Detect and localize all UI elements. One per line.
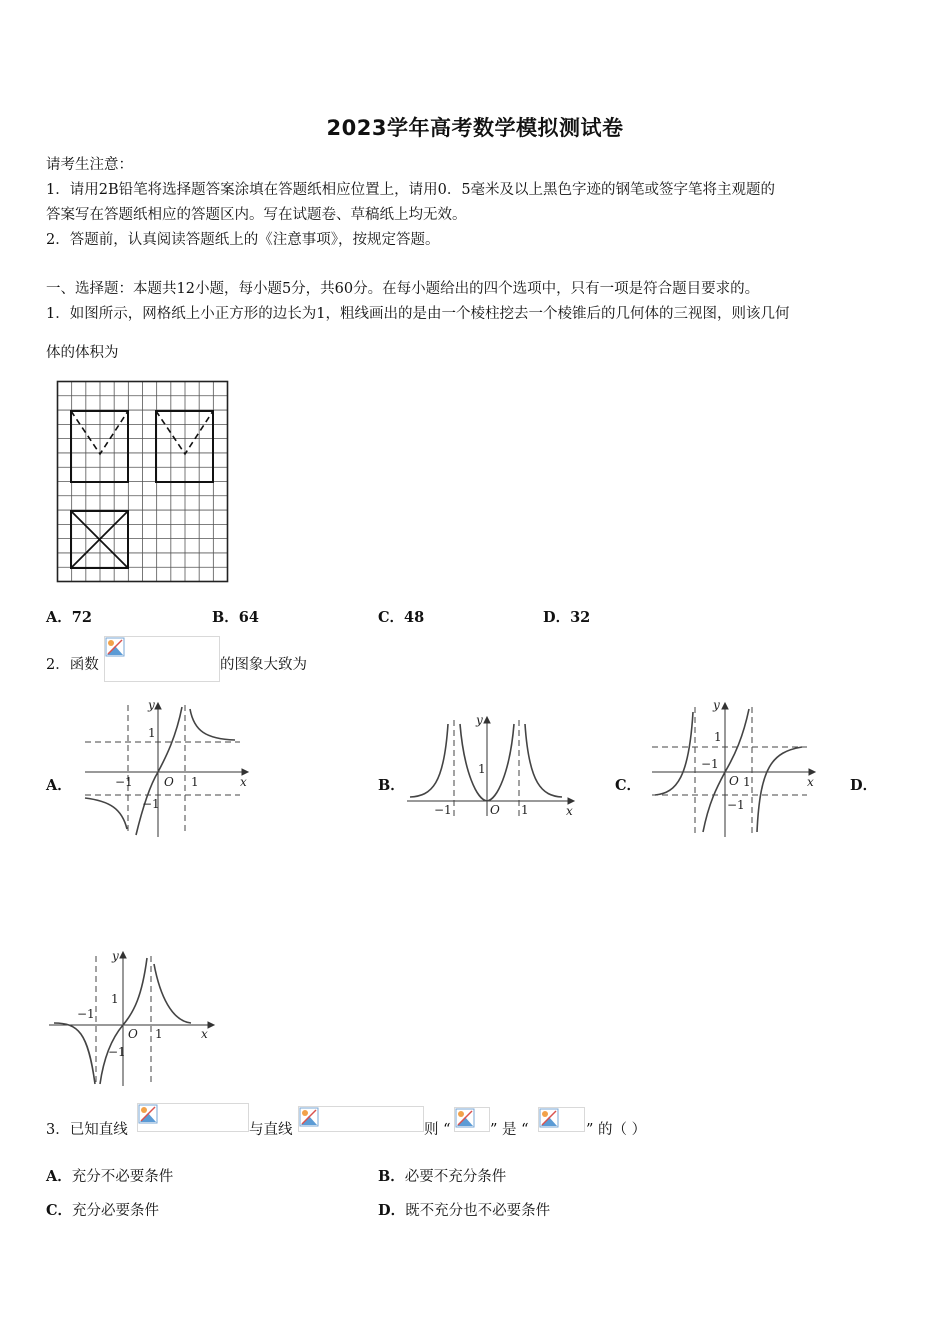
q2-stem-suffix: 的图象大致为 bbox=[220, 657, 307, 673]
page-title: 2023学年高考数学模拟测试卷 bbox=[326, 116, 624, 140]
svg-text:1: 1 bbox=[521, 803, 529, 817]
front-view bbox=[71, 411, 128, 482]
formula-image-placeholder bbox=[137, 1103, 249, 1132]
q3-option-c[interactable]: C．充分必要条件 bbox=[46, 1202, 160, 1219]
graph-c bbox=[647, 697, 822, 842]
q3-stem-prefix: 3．已知直线 bbox=[46, 1122, 128, 1138]
svg-text:−1: −1 bbox=[108, 1045, 126, 1059]
svg-text:O: O bbox=[729, 774, 739, 788]
broken-image-icon bbox=[539, 1108, 559, 1128]
q3-option-d[interactable]: D．既不充分也不必要条件 bbox=[378, 1202, 551, 1219]
svg-text:1: 1 bbox=[155, 1027, 163, 1041]
svg-text:−1: −1 bbox=[77, 1007, 95, 1021]
q1-option-a[interactable]: A．72 bbox=[46, 609, 92, 626]
q3-stem-mid1: 与直线 bbox=[249, 1122, 293, 1138]
svg-text:x: x bbox=[201, 1027, 208, 1041]
svg-text:1: 1 bbox=[714, 730, 722, 744]
notice-item2: 2．答题前，认真阅读答题纸上的《注意事项》，按规定答题。 bbox=[46, 232, 440, 248]
broken-image-icon bbox=[299, 1107, 319, 1127]
svg-text:x: x bbox=[566, 804, 573, 818]
svg-text:−1: −1 bbox=[434, 803, 452, 817]
svg-text:y: y bbox=[148, 698, 155, 712]
section1-heading: 一、选择题：本题共12小题，每小题5分，共60分。在每小题给出的四个选项中，只有一项是符合题目要求的。 bbox=[46, 281, 760, 297]
notice-heading: 请考生注意： bbox=[46, 157, 133, 173]
q1-stem-line1: 1．如图所示，网格纸上小正方形的边长为1，粗线画出的是由一个棱柱挖去一个棱锥后的几何体的三视图，则该几何 bbox=[46, 306, 790, 322]
graph-d bbox=[46, 946, 220, 1091]
broken-image-icon bbox=[455, 1108, 475, 1128]
svg-text:−1: −1 bbox=[115, 775, 133, 789]
graph-a bbox=[80, 697, 255, 842]
q2-option-b-label[interactable]: B． bbox=[378, 777, 405, 794]
svg-text:y: y bbox=[112, 949, 119, 963]
q2-option-d-label[interactable]: D． bbox=[850, 777, 878, 794]
svg-text:O: O bbox=[128, 1027, 138, 1041]
q3-option-a[interactable]: A．充分不必要条件 bbox=[46, 1168, 174, 1185]
three-view-diagram bbox=[56, 380, 230, 584]
svg-text:O: O bbox=[490, 803, 500, 817]
svg-text:−1: −1 bbox=[142, 797, 160, 811]
q3-stem-mid2: 则 “ bbox=[424, 1122, 451, 1138]
svg-text:x: x bbox=[240, 775, 247, 789]
svg-text:x: x bbox=[807, 775, 814, 789]
q2-option-c-label[interactable]: C． bbox=[615, 777, 642, 794]
svg-text:1: 1 bbox=[743, 775, 751, 789]
formula-image-placeholder bbox=[298, 1106, 424, 1132]
q3-stem-mid3: ” 是 “ bbox=[490, 1122, 529, 1138]
formula-image-placeholder bbox=[538, 1107, 585, 1132]
svg-text:y: y bbox=[713, 698, 720, 712]
side-view bbox=[156, 411, 213, 482]
broken-image-icon bbox=[138, 1104, 158, 1124]
q1-option-b[interactable]: B．64 bbox=[212, 609, 259, 626]
q1-option-c[interactable]: C．48 bbox=[378, 609, 425, 626]
formula-image-placeholder bbox=[454, 1107, 490, 1132]
q3-stem-mid4: ” 的（ ） bbox=[586, 1122, 647, 1138]
notice-item1-line1: 1．请用2B铅笔将选择题答案涂填在答题纸相应位置上，请用0．5毫米及以上黑色字迹的钢笔或签字笔将主观题的 bbox=[46, 182, 776, 198]
svg-text:1: 1 bbox=[148, 726, 156, 740]
svg-text:1: 1 bbox=[191, 775, 199, 789]
graph-b bbox=[402, 712, 580, 820]
q3-option-b[interactable]: B．必要不充分条件 bbox=[378, 1168, 507, 1185]
svg-text:1: 1 bbox=[111, 992, 119, 1006]
formula-image-placeholder bbox=[104, 636, 220, 682]
svg-text:y: y bbox=[476, 713, 483, 727]
notice-item1-line2: 答案写在答题纸相应的答题区内。写在试题卷、草稿纸上均无效。 bbox=[46, 207, 467, 223]
svg-text:−1: −1 bbox=[701, 757, 719, 771]
svg-text:1: 1 bbox=[478, 762, 486, 776]
svg-text:−1: −1 bbox=[727, 798, 745, 812]
broken-image-icon bbox=[105, 637, 125, 657]
q1-option-d[interactable]: D．32 bbox=[543, 609, 591, 626]
q2-option-a-label[interactable]: A． bbox=[46, 777, 72, 794]
svg-text:O: O bbox=[164, 775, 174, 789]
q2-stem-prefix: 2．函数 bbox=[46, 657, 99, 673]
q1-stem-line2: 体的体积为 bbox=[46, 345, 119, 361]
